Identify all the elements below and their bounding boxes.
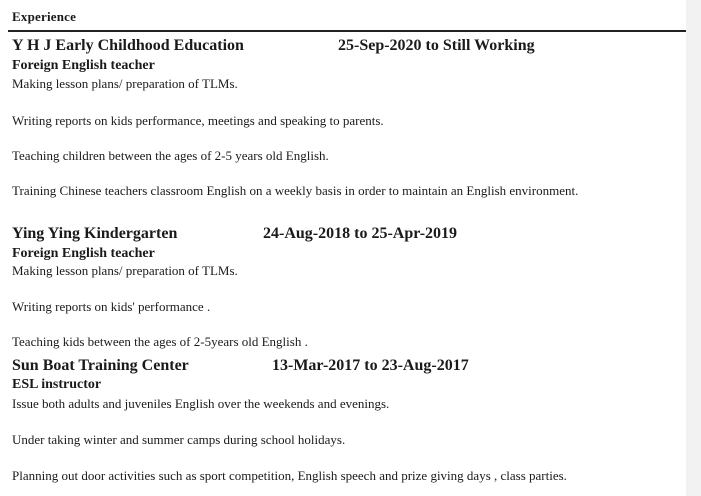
job-duty: Teaching kids between the ages of 2-5years old English . bbox=[12, 334, 308, 349]
job-organization: Y H J Early Childhood Education bbox=[12, 37, 244, 54]
job-duty: Planning out door activities such as sport competition, English speech and prize giving days , class parties. bbox=[12, 468, 567, 483]
job-role: Foreign English teacher bbox=[12, 58, 155, 73]
job-duty: Teaching children between the ages of 2-5 years old English. bbox=[12, 148, 329, 163]
job-dates: 13-Mar-2017 to 23-Aug-2017 bbox=[272, 357, 469, 374]
job-duty: Writing reports on kids' performance . bbox=[12, 299, 211, 314]
job-role: Foreign English teacher bbox=[12, 246, 155, 261]
job-organization: Sun Boat Training Center bbox=[12, 357, 189, 374]
section-divider bbox=[8, 30, 686, 32]
section-title: Experience bbox=[12, 9, 77, 24]
job-duty: Writing reports on kids performance, meetings and speaking to parents. bbox=[12, 113, 384, 128]
job-role: ESL instructor bbox=[12, 377, 102, 392]
job-dates: 25-Sep-2020 to Still Working bbox=[338, 37, 535, 54]
job-duty: Training Chinese teachers classroom English on a weekly basis in order to maintain an English environment. bbox=[12, 183, 579, 198]
job-dates: 24-Aug-2018 to 25-Apr-2019 bbox=[263, 225, 458, 242]
job-organization: Ying Ying Kindergarten bbox=[12, 225, 178, 242]
job-duty: Making lesson plans/ preparation of TLMs. bbox=[12, 263, 238, 278]
scroll-gutter bbox=[686, 0, 701, 496]
job-duty: Issue both adults and juveniles English over the weekends and evenings. bbox=[12, 396, 390, 411]
job-duty: Under taking winter and summer camps during school holidays. bbox=[12, 432, 346, 447]
job-duty: Making lesson plans/ preparation of TLMs. bbox=[12, 76, 238, 91]
